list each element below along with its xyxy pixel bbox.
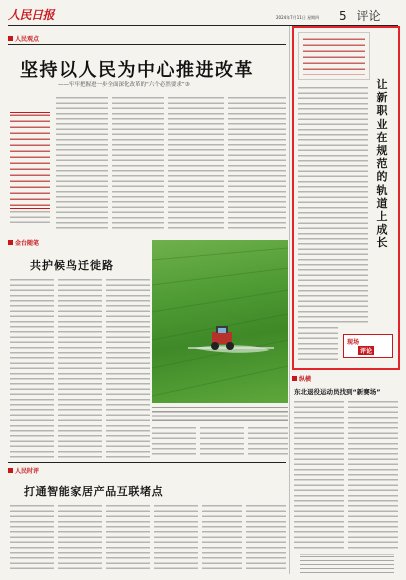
intro-note-box bbox=[298, 32, 370, 80]
section-zongheng bbox=[292, 374, 311, 383]
article-column bbox=[10, 504, 54, 572]
article-column bbox=[168, 96, 224, 230]
article-column bbox=[112, 96, 164, 230]
article-column bbox=[154, 504, 198, 572]
side-article-title: 让新职业在规范的轨道上成长 bbox=[376, 78, 388, 250]
pull-quote-box bbox=[10, 112, 50, 209]
rice-field-photo bbox=[152, 240, 288, 403]
section-marker-icon bbox=[8, 468, 13, 473]
dateline: 2024年7月11日 星期四 bbox=[276, 15, 320, 20]
article-column bbox=[56, 96, 108, 230]
masthead: 人民日报 bbox=[8, 8, 55, 22]
article-column bbox=[202, 504, 242, 572]
main-subtitle: ——牢牢把握进一步全面深化改革的“六个必然要求”③ bbox=[58, 82, 190, 88]
section-label: 人民观点 bbox=[15, 36, 40, 43]
footer-info bbox=[300, 554, 394, 575]
page-number: 5 bbox=[339, 9, 347, 23]
section-marker-icon bbox=[292, 376, 297, 381]
zongheng-headline: 东北退役运动员找到“新赛场” bbox=[294, 388, 381, 396]
article-column bbox=[200, 426, 244, 458]
section-marker-icon bbox=[8, 36, 13, 41]
column-divider bbox=[289, 26, 290, 574]
article-column bbox=[348, 400, 398, 550]
logo-text-top: 现场 bbox=[347, 339, 360, 346]
article-column bbox=[106, 278, 150, 458]
section-divider bbox=[8, 462, 286, 463]
main-headline: 坚持以人民为中心推进改革 bbox=[20, 60, 254, 81]
section-label: 金台随笔 bbox=[15, 240, 40, 247]
live-comment-logo bbox=[343, 334, 393, 358]
page-section: 评论 bbox=[356, 9, 381, 23]
jintai-headline: 共护候鸟迁徙路 bbox=[30, 259, 114, 272]
article-text-block bbox=[10, 210, 50, 226]
side-article-text bbox=[298, 86, 368, 326]
section-people-comment bbox=[8, 466, 39, 475]
section-marker-icon bbox=[8, 240, 13, 245]
section-divider bbox=[8, 44, 286, 45]
people-comment-headline: 打通智能家居产品互联堵点 bbox=[24, 485, 164, 498]
pull-quote-text bbox=[10, 113, 50, 208]
section-jintai bbox=[8, 238, 39, 247]
article-column bbox=[246, 504, 286, 572]
side-article-text bbox=[298, 326, 338, 362]
article-column bbox=[228, 96, 286, 230]
section-people-view bbox=[8, 34, 39, 43]
article-column bbox=[106, 504, 150, 572]
article-column bbox=[58, 504, 102, 572]
article-column bbox=[58, 278, 102, 458]
article-column bbox=[294, 400, 344, 550]
article-column bbox=[248, 426, 288, 458]
logo-text-bottom: 评论 bbox=[360, 348, 373, 355]
page-number-label bbox=[339, 7, 380, 24]
section-label: 人民时评 bbox=[15, 468, 40, 475]
article-column bbox=[152, 426, 196, 458]
section-label: 纵横 bbox=[299, 376, 312, 383]
tractor-spraying-field-image bbox=[152, 240, 288, 403]
article-column bbox=[10, 278, 54, 458]
photo-caption bbox=[152, 406, 288, 422]
